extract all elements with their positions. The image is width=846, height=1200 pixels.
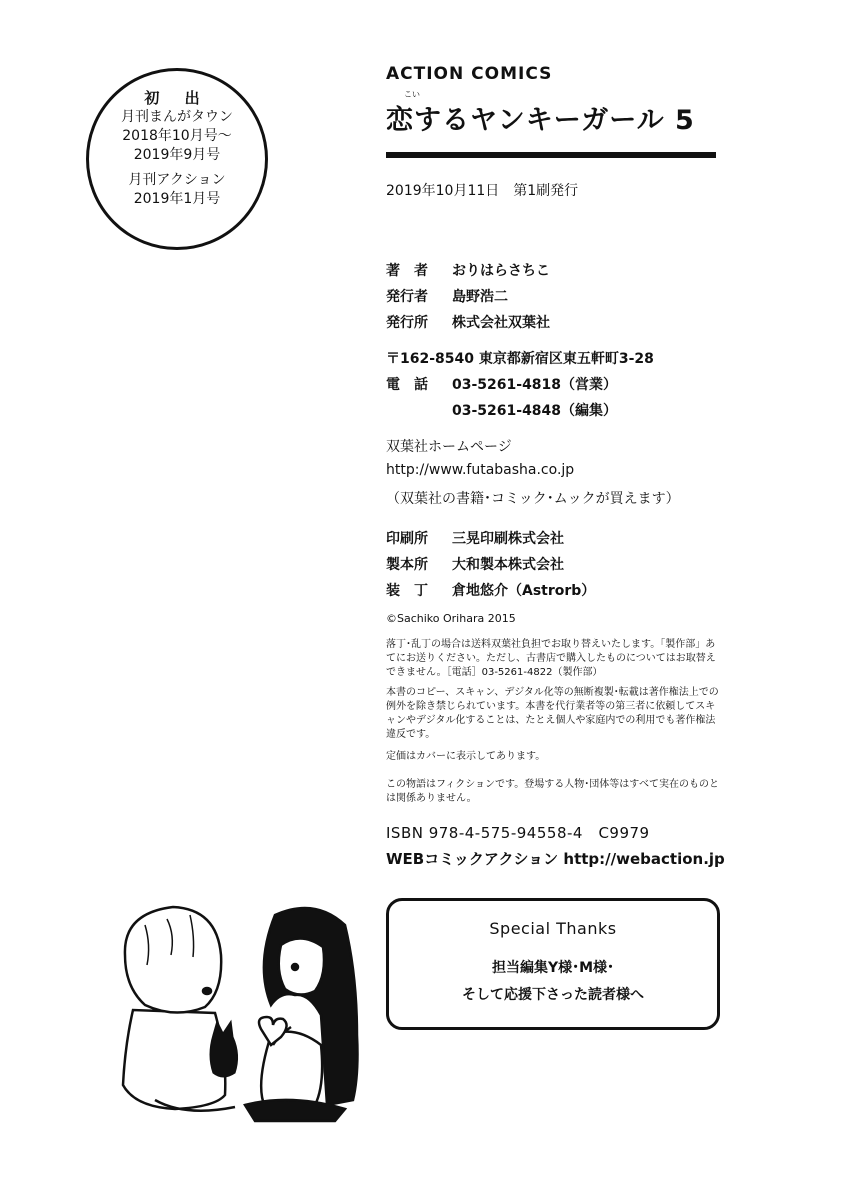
- special-thanks-line: そして応援下さった読者様へ: [462, 987, 644, 1003]
- credit-value: 倉地悠介（Astrorb）: [452, 583, 596, 599]
- phone-key: 電 話: [386, 377, 428, 393]
- credit-value: 島野浩二: [452, 289, 508, 305]
- notice-copy: 本書のコピー、スキャン、デジタル化等の無断複製･転載は著作権法上での例外を除き禁じられています。本書を代行業者等の第三者に依頼してスキャンやデジタル化することは、たとえ個人や家庭内での利用でも著作権法違反です。: [386, 687, 719, 740]
- credit-key: 発行者: [386, 289, 428, 305]
- homepage-note: （双葉社の書籍･コミック･ムックが買えます）: [386, 491, 680, 507]
- credit-key: 装 丁: [386, 583, 428, 599]
- phone-sales: 03-5261-4818（営業）: [452, 377, 618, 393]
- special-thanks-line: 担当編集Y様･M様･: [491, 960, 615, 976]
- characters-illustration: [95, 895, 395, 1125]
- credit-key: 製本所: [386, 557, 428, 573]
- credit-key: 発行所: [386, 315, 428, 331]
- first-publication-line: 2019年9月号: [133, 147, 221, 163]
- cat-figure: [210, 1021, 238, 1077]
- credit-value: 大和製本株式会社: [452, 557, 564, 573]
- address: 〒162-8540 東京都新宿区東五軒町3-28: [386, 351, 654, 367]
- first-publication-line: 2019年1月号: [133, 191, 221, 207]
- credit-binder: [386, 554, 564, 574]
- credit-publishing-house: [386, 312, 550, 332]
- credit-key: 著 者: [386, 263, 428, 279]
- credit-printer: [386, 528, 564, 548]
- book-title: 恋するヤンキーガール 5: [386, 105, 695, 136]
- notice-price: 定価はカバーに表示してあります。: [386, 751, 546, 762]
- web-link[interactable]: WEBコミックアクション http://webaction.jp: [386, 850, 725, 868]
- first-publication-line: 月刊まんがタウン: [121, 109, 233, 125]
- first-publication-line: 2018年10月号～: [122, 128, 232, 144]
- title-ruby: こい: [404, 90, 420, 99]
- girl-figure: [245, 908, 358, 1121]
- credit-publisher: [386, 286, 508, 306]
- first-publication-badge: [86, 68, 268, 250]
- isbn: ISBN 978-4-575-94558-4 C9979: [386, 824, 650, 842]
- credit-value: 株式会社双葉社: [452, 315, 550, 331]
- special-thanks-heading: Special Thanks: [489, 919, 617, 938]
- credit-author: [386, 260, 550, 280]
- credit-value: 三晃印刷株式会社: [452, 531, 564, 547]
- title-rule: [386, 152, 716, 158]
- first-publication-heading: 初 出: [144, 89, 210, 107]
- credit-key: 印刷所: [386, 531, 428, 547]
- copyright: ©Sachiko Orihara 2015: [386, 612, 516, 625]
- imprint-label: ACTION COMICS: [386, 64, 553, 84]
- phone-line-2: [386, 400, 617, 420]
- notice-replacement: 落丁･乱丁の場合は送料双葉社負担でお取り替えいたします。「製作部」あてにお送りください。ただし、古書店で購入したものについてはお取替えできません。［電話］03-5261-4822（製作部）: [386, 639, 716, 678]
- credit-designer: [386, 580, 595, 600]
- first-publication-line: 月刊アクション: [128, 172, 226, 188]
- notice-fiction: この物語はフィクションです。登場する人物･団体等はすべて実在のものとは関係ありません。: [386, 779, 719, 804]
- phone-line-1: [386, 374, 617, 394]
- publication-date: 2019年10月11日 第1刷発行: [386, 183, 579, 199]
- homepage-url[interactable]: http://www.futabasha.co.jp: [386, 462, 575, 478]
- phone-editorial: 03-5261-4848（編集）: [452, 403, 618, 419]
- homepage-label: 双葉社ホームページ: [386, 439, 512, 455]
- boy-figure: [123, 907, 235, 1111]
- credit-value: おりはらさちこ: [452, 263, 550, 279]
- special-thanks-box: [386, 898, 720, 1030]
